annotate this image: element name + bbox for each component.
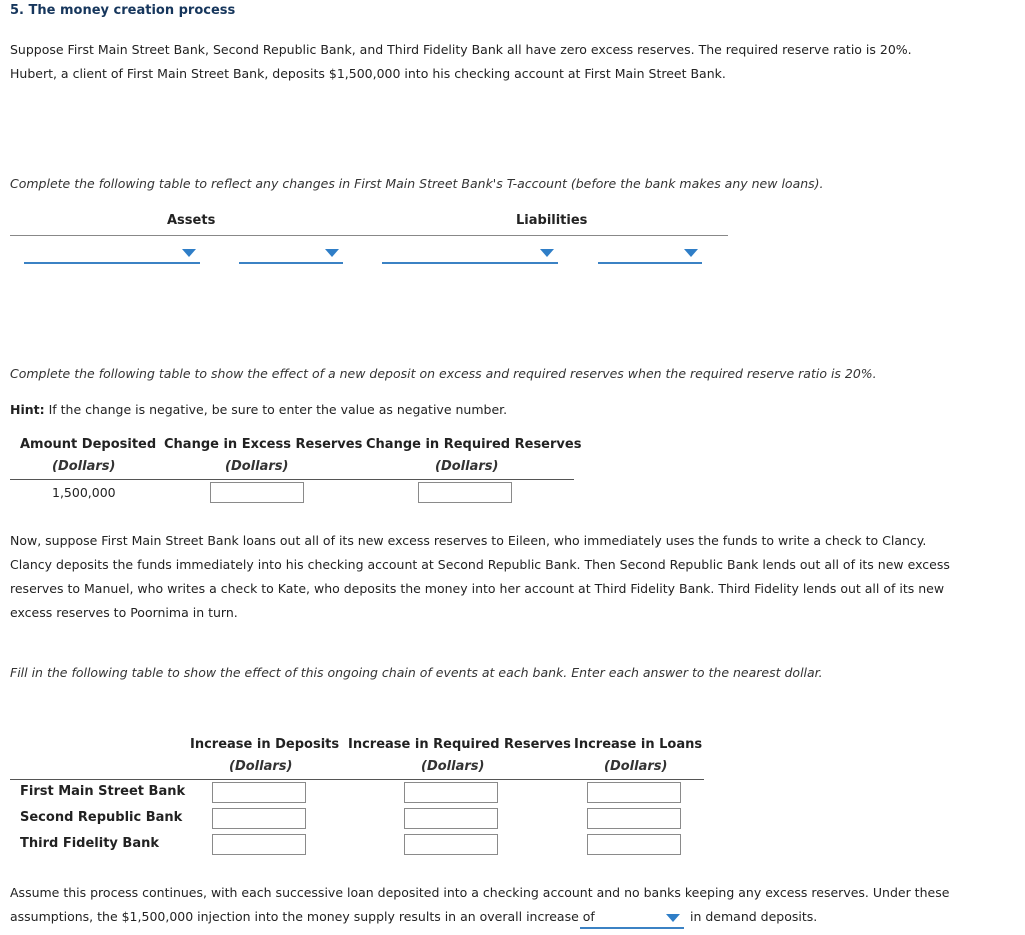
chain-instruction: Fill in the following table to show the effect of this ongoing chain of events at each bank. Enter each answer to the nearest dollar. (10, 665, 823, 680)
chevron-down-icon (325, 249, 339, 257)
chevron-down-icon (684, 249, 698, 257)
conclusion-line-2-after: in demand deposits. (690, 909, 818, 924)
chevron-down-icon (540, 249, 554, 257)
third-bank-loans-input[interactable] (587, 834, 681, 855)
page-title: 5. The money creation process (10, 3, 236, 18)
reserves-instruction: Complete the following table to show the effect of a new deposit on excess and required reserves when the required reserve ratio is 20%. (10, 366, 877, 381)
hint-label: Hint: (10, 402, 45, 417)
col-increase-required: Increase in Required Reserves (348, 737, 571, 752)
col-change-excess: Change in Excess Reserves (164, 437, 363, 452)
amount-deposited-value: 1,500,000 (52, 485, 116, 500)
conclusion-line-2-before: assumptions, the $1,500,000 injection into the money supply results in an overall increase of (10, 909, 595, 924)
conclusion-line-1: Assume this process continues, with each successive loan deposited into a checking account and no banks keeping any excess reserves. Under these (10, 885, 950, 900)
story-line-4: excess reserves to Poornima in turn. (10, 605, 238, 620)
change-excess-input[interactable] (210, 482, 304, 503)
col-amount-deposited: Amount Deposited (20, 437, 157, 452)
first-bank-loans-input[interactable] (587, 782, 681, 803)
third-bank-required-input[interactable] (404, 834, 498, 855)
intro-line-1: Suppose First Main Street Bank, Second Republic Bank, and Third Fidelity Bank all have zero excess reserves. The required reserve ratio is 20%. (10, 42, 912, 57)
bank-first-main-street: First Main Street Bank (20, 784, 186, 799)
demand-deposits-increase-dropdown[interactable] (580, 909, 684, 929)
liabilities-item-dropdown[interactable] (382, 244, 558, 264)
reserves-rule (10, 479, 574, 480)
unit-excess: (Dollars) (225, 459, 289, 474)
second-bank-deposits-input[interactable] (212, 808, 306, 829)
story-line-2: Clancy deposits the funds immediately into his checking account at Second Republic Bank. Then Second Republic Bank lends out all of its new excess (10, 557, 950, 572)
intro-line-2: Hubert, a client of First Main Street Bank, deposits $1,500,000 into his checking account at First Main Street Bank. (10, 66, 726, 81)
unit-loans: (Dollars) (604, 759, 668, 774)
taccount-rule (10, 235, 728, 236)
bank-second-republic: Second Republic Bank (20, 810, 183, 825)
hint-text: If the change is negative, be sure to enter the value as negative number. (44, 402, 508, 417)
change-required-input[interactable] (418, 482, 512, 503)
second-bank-required-input[interactable] (404, 808, 498, 829)
unit-deposits: (Dollars) (229, 759, 293, 774)
chain-rule (10, 779, 704, 780)
story-line-3: reserves to Manuel, who writes a check to Kate, who deposits the money into her account at Third Fidelity Bank. Third Fidelity lends out all of its new (10, 581, 945, 596)
unit-amount: (Dollars) (52, 459, 116, 474)
chevron-down-icon (666, 914, 680, 922)
third-bank-deposits-input[interactable] (212, 834, 306, 855)
story-line-1: Now, suppose First Main Street Bank loans out all of its new excess reserves to Eileen, who immediately uses the funds to write a check to Clancy. (10, 533, 927, 548)
liabilities-header: Liabilities (516, 213, 588, 228)
story-paragraph (10, 529, 1000, 625)
second-bank-loans-input[interactable] (587, 808, 681, 829)
unit-required: (Dollars) (435, 459, 499, 474)
liabilities-amount-dropdown[interactable] (598, 244, 702, 264)
col-increase-loans: Increase in Loans (574, 737, 703, 752)
chevron-down-icon (182, 249, 196, 257)
taccount-instruction: Complete the following table to reflect any changes in First Main Street Bank's T-account (before the bank makes any new loans). (10, 176, 824, 191)
assets-header: Assets (167, 213, 216, 228)
unit-required-reserves: (Dollars) (421, 759, 485, 774)
bank-third-fidelity: Third Fidelity Bank (20, 836, 159, 851)
hint-line (10, 398, 507, 422)
col-change-required: Change in Required Reserves (366, 437, 582, 452)
first-bank-required-input[interactable] (404, 782, 498, 803)
assets-item-dropdown[interactable] (24, 244, 200, 264)
assets-amount-dropdown[interactable] (239, 244, 343, 264)
intro-paragraph (10, 38, 1000, 86)
col-increase-deposits: Increase in Deposits (190, 737, 340, 752)
first-bank-deposits-input[interactable] (212, 782, 306, 803)
